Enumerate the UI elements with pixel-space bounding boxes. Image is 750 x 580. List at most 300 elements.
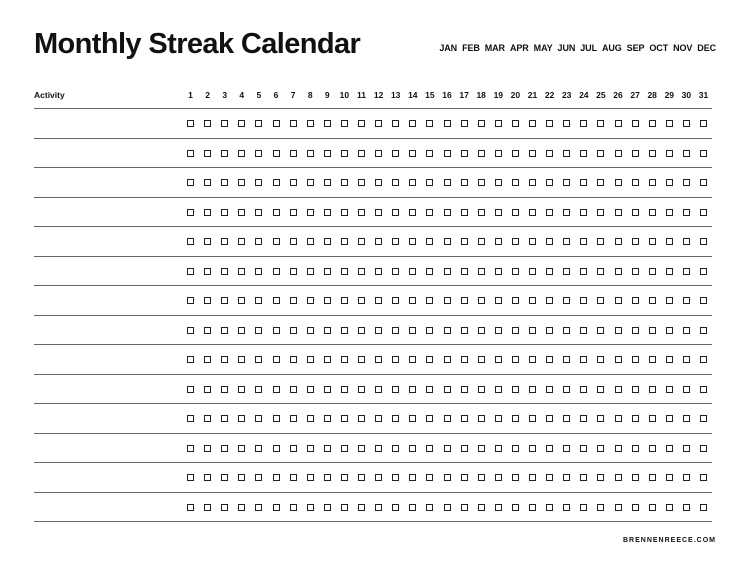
day-checkbox[interactable] xyxy=(204,504,211,511)
day-checkbox[interactable] xyxy=(341,297,348,304)
day-checkbox[interactable] xyxy=(478,179,485,186)
day-checkbox[interactable] xyxy=(238,179,245,186)
day-checkbox[interactable] xyxy=(307,120,314,127)
day-checkbox[interactable] xyxy=(649,150,656,157)
day-checkbox[interactable] xyxy=(580,179,587,186)
day-checkbox[interactable] xyxy=(546,504,553,511)
month-jan[interactable]: JAN xyxy=(439,43,458,53)
day-checkbox[interactable] xyxy=(546,386,553,393)
day-checkbox[interactable] xyxy=(649,297,656,304)
month-aug[interactable]: AUG xyxy=(601,43,622,53)
day-checkbox[interactable] xyxy=(426,474,433,481)
day-checkbox[interactable] xyxy=(324,150,331,157)
day-checkbox[interactable] xyxy=(255,268,262,275)
day-checkbox[interactable] xyxy=(461,415,468,422)
day-checkbox[interactable] xyxy=(358,209,365,216)
day-checkbox[interactable] xyxy=(409,415,416,422)
day-checkbox[interactable] xyxy=(580,120,587,127)
day-checkbox[interactable] xyxy=(392,474,399,481)
day-checkbox[interactable] xyxy=(495,268,502,275)
day-checkbox[interactable] xyxy=(615,386,622,393)
day-checkbox[interactable] xyxy=(273,268,280,275)
day-checkbox[interactable] xyxy=(273,120,280,127)
day-checkbox[interactable] xyxy=(563,297,570,304)
day-checkbox[interactable] xyxy=(512,297,519,304)
day-checkbox[interactable] xyxy=(409,386,416,393)
day-checkbox[interactable] xyxy=(358,238,365,245)
month-jun[interactable]: JUN xyxy=(557,43,576,53)
day-checkbox[interactable] xyxy=(426,445,433,452)
day-checkbox[interactable] xyxy=(221,386,228,393)
day-checkbox[interactable] xyxy=(273,356,280,363)
day-checkbox[interactable] xyxy=(238,356,245,363)
day-checkbox[interactable] xyxy=(392,179,399,186)
day-checkbox[interactable] xyxy=(461,179,468,186)
day-checkbox[interactable] xyxy=(495,445,502,452)
day-checkbox[interactable] xyxy=(238,504,245,511)
day-checkbox[interactable] xyxy=(597,150,604,157)
day-checkbox[interactable] xyxy=(512,386,519,393)
day-checkbox[interactable] xyxy=(529,356,536,363)
day-checkbox[interactable] xyxy=(392,504,399,511)
day-checkbox[interactable] xyxy=(375,268,382,275)
day-checkbox[interactable] xyxy=(546,445,553,452)
day-checkbox[interactable] xyxy=(666,445,673,452)
day-checkbox[interactable] xyxy=(683,268,690,275)
day-checkbox[interactable] xyxy=(444,327,451,334)
day-checkbox[interactable] xyxy=(358,268,365,275)
day-checkbox[interactable] xyxy=(375,474,382,481)
day-checkbox[interactable] xyxy=(632,504,639,511)
day-checkbox[interactable] xyxy=(478,356,485,363)
day-checkbox[interactable] xyxy=(273,150,280,157)
day-checkbox[interactable] xyxy=(580,445,587,452)
day-checkbox[interactable] xyxy=(238,209,245,216)
day-checkbox[interactable] xyxy=(563,415,570,422)
day-checkbox[interactable] xyxy=(580,504,587,511)
day-checkbox[interactable] xyxy=(273,179,280,186)
day-checkbox[interactable] xyxy=(580,474,587,481)
day-checkbox[interactable] xyxy=(375,327,382,334)
day-checkbox[interactable] xyxy=(221,356,228,363)
day-checkbox[interactable] xyxy=(324,504,331,511)
day-checkbox[interactable] xyxy=(615,179,622,186)
day-checkbox[interactable] xyxy=(358,386,365,393)
day-checkbox[interactable] xyxy=(409,297,416,304)
day-checkbox[interactable] xyxy=(187,327,194,334)
day-checkbox[interactable] xyxy=(649,238,656,245)
day-checkbox[interactable] xyxy=(632,356,639,363)
day-checkbox[interactable] xyxy=(529,504,536,511)
day-checkbox[interactable] xyxy=(221,209,228,216)
day-checkbox[interactable] xyxy=(495,297,502,304)
day-checkbox[interactable] xyxy=(204,150,211,157)
day-checkbox[interactable] xyxy=(392,445,399,452)
day-checkbox[interactable] xyxy=(495,386,502,393)
day-checkbox[interactable] xyxy=(307,415,314,422)
day-checkbox[interactable] xyxy=(529,238,536,245)
day-checkbox[interactable] xyxy=(444,415,451,422)
day-checkbox[interactable] xyxy=(529,120,536,127)
day-checkbox[interactable] xyxy=(461,268,468,275)
day-checkbox[interactable] xyxy=(649,268,656,275)
day-checkbox[interactable] xyxy=(358,179,365,186)
month-dec[interactable]: DEC xyxy=(697,43,716,53)
day-checkbox[interactable] xyxy=(649,415,656,422)
day-checkbox[interactable] xyxy=(683,504,690,511)
day-checkbox[interactable] xyxy=(204,297,211,304)
day-checkbox[interactable] xyxy=(273,209,280,216)
day-checkbox[interactable] xyxy=(478,415,485,422)
day-checkbox[interactable] xyxy=(478,120,485,127)
day-checkbox[interactable] xyxy=(426,297,433,304)
day-checkbox[interactable] xyxy=(683,297,690,304)
day-checkbox[interactable] xyxy=(666,327,673,334)
day-checkbox[interactable] xyxy=(666,386,673,393)
day-checkbox[interactable] xyxy=(563,504,570,511)
day-checkbox[interactable] xyxy=(341,356,348,363)
day-checkbox[interactable] xyxy=(255,386,262,393)
day-checkbox[interactable] xyxy=(392,268,399,275)
day-checkbox[interactable] xyxy=(444,474,451,481)
day-checkbox[interactable] xyxy=(632,415,639,422)
day-checkbox[interactable] xyxy=(324,474,331,481)
day-checkbox[interactable] xyxy=(649,386,656,393)
day-checkbox[interactable] xyxy=(546,297,553,304)
day-checkbox[interactable] xyxy=(683,179,690,186)
day-checkbox[interactable] xyxy=(358,445,365,452)
day-checkbox[interactable] xyxy=(478,238,485,245)
day-checkbox[interactable] xyxy=(238,150,245,157)
day-checkbox[interactable] xyxy=(255,327,262,334)
day-checkbox[interactable] xyxy=(358,327,365,334)
day-checkbox[interactable] xyxy=(324,297,331,304)
day-checkbox[interactable] xyxy=(700,297,707,304)
day-checkbox[interactable] xyxy=(632,445,639,452)
day-checkbox[interactable] xyxy=(221,445,228,452)
day-checkbox[interactable] xyxy=(392,386,399,393)
day-checkbox[interactable] xyxy=(444,179,451,186)
day-checkbox[interactable] xyxy=(512,504,519,511)
day-checkbox[interactable] xyxy=(409,238,416,245)
day-checkbox[interactable] xyxy=(204,179,211,186)
day-checkbox[interactable] xyxy=(255,415,262,422)
day-checkbox[interactable] xyxy=(409,209,416,216)
day-checkbox[interactable] xyxy=(307,179,314,186)
day-checkbox[interactable] xyxy=(426,356,433,363)
day-checkbox[interactable] xyxy=(204,356,211,363)
day-checkbox[interactable] xyxy=(649,356,656,363)
day-checkbox[interactable] xyxy=(700,209,707,216)
day-checkbox[interactable] xyxy=(426,179,433,186)
day-checkbox[interactable] xyxy=(495,150,502,157)
day-checkbox[interactable] xyxy=(478,209,485,216)
day-checkbox[interactable] xyxy=(597,297,604,304)
day-checkbox[interactable] xyxy=(495,209,502,216)
day-checkbox[interactable] xyxy=(597,474,604,481)
day-checkbox[interactable] xyxy=(221,150,228,157)
day-checkbox[interactable] xyxy=(580,356,587,363)
day-checkbox[interactable] xyxy=(238,474,245,481)
day-checkbox[interactable] xyxy=(529,445,536,452)
day-checkbox[interactable] xyxy=(290,415,297,422)
day-checkbox[interactable] xyxy=(290,150,297,157)
day-checkbox[interactable] xyxy=(255,474,262,481)
day-checkbox[interactable] xyxy=(375,209,382,216)
day-checkbox[interactable] xyxy=(255,445,262,452)
day-checkbox[interactable] xyxy=(204,268,211,275)
day-checkbox[interactable] xyxy=(392,297,399,304)
day-checkbox[interactable] xyxy=(683,415,690,422)
day-checkbox[interactable] xyxy=(666,474,673,481)
day-checkbox[interactable] xyxy=(529,297,536,304)
day-checkbox[interactable] xyxy=(683,356,690,363)
day-checkbox[interactable] xyxy=(187,504,194,511)
month-may[interactable]: MAY xyxy=(533,43,553,53)
day-checkbox[interactable] xyxy=(632,120,639,127)
day-checkbox[interactable] xyxy=(529,179,536,186)
day-checkbox[interactable] xyxy=(649,179,656,186)
day-checkbox[interactable] xyxy=(358,297,365,304)
day-checkbox[interactable] xyxy=(375,120,382,127)
month-nov[interactable]: NOV xyxy=(673,43,693,53)
day-checkbox[interactable] xyxy=(444,238,451,245)
day-checkbox[interactable] xyxy=(632,238,639,245)
day-checkbox[interactable] xyxy=(683,474,690,481)
day-checkbox[interactable] xyxy=(273,297,280,304)
day-checkbox[interactable] xyxy=(512,327,519,334)
day-checkbox[interactable] xyxy=(409,120,416,127)
day-checkbox[interactable] xyxy=(444,504,451,511)
day-checkbox[interactable] xyxy=(666,238,673,245)
day-checkbox[interactable] xyxy=(700,386,707,393)
day-checkbox[interactable] xyxy=(375,415,382,422)
day-checkbox[interactable] xyxy=(546,356,553,363)
day-checkbox[interactable] xyxy=(580,327,587,334)
day-checkbox[interactable] xyxy=(255,238,262,245)
day-checkbox[interactable] xyxy=(290,209,297,216)
day-checkbox[interactable] xyxy=(426,209,433,216)
month-jul[interactable]: JUL xyxy=(580,43,597,53)
day-checkbox[interactable] xyxy=(632,150,639,157)
day-checkbox[interactable] xyxy=(392,238,399,245)
day-checkbox[interactable] xyxy=(238,415,245,422)
day-checkbox[interactable] xyxy=(290,504,297,511)
day-checkbox[interactable] xyxy=(204,445,211,452)
day-checkbox[interactable] xyxy=(426,386,433,393)
day-checkbox[interactable] xyxy=(512,445,519,452)
day-checkbox[interactable] xyxy=(563,179,570,186)
day-checkbox[interactable] xyxy=(341,474,348,481)
day-checkbox[interactable] xyxy=(324,356,331,363)
day-checkbox[interactable] xyxy=(649,327,656,334)
day-checkbox[interactable] xyxy=(649,504,656,511)
day-checkbox[interactable] xyxy=(700,238,707,245)
day-checkbox[interactable] xyxy=(273,238,280,245)
day-checkbox[interactable] xyxy=(358,120,365,127)
day-checkbox[interactable] xyxy=(341,327,348,334)
day-checkbox[interactable] xyxy=(666,297,673,304)
day-checkbox[interactable] xyxy=(444,445,451,452)
day-checkbox[interactable] xyxy=(444,268,451,275)
day-checkbox[interactable] xyxy=(392,415,399,422)
day-checkbox[interactable] xyxy=(409,327,416,334)
day-checkbox[interactable] xyxy=(290,179,297,186)
day-checkbox[interactable] xyxy=(255,504,262,511)
day-checkbox[interactable] xyxy=(563,268,570,275)
day-checkbox[interactable] xyxy=(238,268,245,275)
day-checkbox[interactable] xyxy=(495,179,502,186)
day-checkbox[interactable] xyxy=(204,474,211,481)
day-checkbox[interactable] xyxy=(307,238,314,245)
day-checkbox[interactable] xyxy=(444,297,451,304)
month-sep[interactable]: SEP xyxy=(626,43,645,53)
day-checkbox[interactable] xyxy=(290,238,297,245)
day-checkbox[interactable] xyxy=(529,415,536,422)
day-checkbox[interactable] xyxy=(461,297,468,304)
day-checkbox[interactable] xyxy=(221,504,228,511)
day-checkbox[interactable] xyxy=(478,150,485,157)
day-checkbox[interactable] xyxy=(341,209,348,216)
day-checkbox[interactable] xyxy=(597,327,604,334)
day-checkbox[interactable] xyxy=(392,327,399,334)
day-checkbox[interactable] xyxy=(375,150,382,157)
day-checkbox[interactable] xyxy=(341,238,348,245)
day-checkbox[interactable] xyxy=(221,415,228,422)
day-checkbox[interactable] xyxy=(392,150,399,157)
day-checkbox[interactable] xyxy=(409,150,416,157)
day-checkbox[interactable] xyxy=(512,120,519,127)
day-checkbox[interactable] xyxy=(563,327,570,334)
day-checkbox[interactable] xyxy=(461,209,468,216)
day-checkbox[interactable] xyxy=(615,209,622,216)
day-checkbox[interactable] xyxy=(307,209,314,216)
day-checkbox[interactable] xyxy=(444,356,451,363)
day-checkbox[interactable] xyxy=(444,386,451,393)
day-checkbox[interactable] xyxy=(615,268,622,275)
day-checkbox[interactable] xyxy=(632,268,639,275)
day-checkbox[interactable] xyxy=(187,268,194,275)
day-checkbox[interactable] xyxy=(204,238,211,245)
day-checkbox[interactable] xyxy=(307,356,314,363)
day-checkbox[interactable] xyxy=(649,120,656,127)
day-checkbox[interactable] xyxy=(546,327,553,334)
day-checkbox[interactable] xyxy=(392,120,399,127)
day-checkbox[interactable] xyxy=(512,209,519,216)
day-checkbox[interactable] xyxy=(546,474,553,481)
day-checkbox[interactable] xyxy=(324,415,331,422)
day-checkbox[interactable] xyxy=(324,386,331,393)
day-checkbox[interactable] xyxy=(204,415,211,422)
day-checkbox[interactable] xyxy=(307,504,314,511)
day-checkbox[interactable] xyxy=(632,327,639,334)
day-checkbox[interactable] xyxy=(649,209,656,216)
day-checkbox[interactable] xyxy=(187,209,194,216)
day-checkbox[interactable] xyxy=(426,415,433,422)
day-checkbox[interactable] xyxy=(580,415,587,422)
day-checkbox[interactable] xyxy=(529,474,536,481)
day-checkbox[interactable] xyxy=(580,386,587,393)
day-checkbox[interactable] xyxy=(187,386,194,393)
day-checkbox[interactable] xyxy=(666,120,673,127)
day-checkbox[interactable] xyxy=(221,120,228,127)
day-checkbox[interactable] xyxy=(273,415,280,422)
day-checkbox[interactable] xyxy=(187,356,194,363)
day-checkbox[interactable] xyxy=(290,386,297,393)
day-checkbox[interactable] xyxy=(204,386,211,393)
day-checkbox[interactable] xyxy=(444,209,451,216)
day-checkbox[interactable] xyxy=(392,356,399,363)
day-checkbox[interactable] xyxy=(290,356,297,363)
day-checkbox[interactable] xyxy=(238,297,245,304)
day-checkbox[interactable] xyxy=(597,386,604,393)
day-checkbox[interactable] xyxy=(580,238,587,245)
day-checkbox[interactable] xyxy=(426,120,433,127)
day-checkbox[interactable] xyxy=(615,238,622,245)
day-checkbox[interactable] xyxy=(409,504,416,511)
day-checkbox[interactable] xyxy=(375,238,382,245)
day-checkbox[interactable] xyxy=(426,150,433,157)
day-checkbox[interactable] xyxy=(632,179,639,186)
day-checkbox[interactable] xyxy=(290,445,297,452)
day-checkbox[interactable] xyxy=(290,474,297,481)
day-checkbox[interactable] xyxy=(546,238,553,245)
day-checkbox[interactable] xyxy=(478,268,485,275)
day-checkbox[interactable] xyxy=(563,209,570,216)
day-checkbox[interactable] xyxy=(683,386,690,393)
day-checkbox[interactable] xyxy=(375,356,382,363)
day-checkbox[interactable] xyxy=(307,150,314,157)
day-checkbox[interactable] xyxy=(512,356,519,363)
day-checkbox[interactable] xyxy=(307,297,314,304)
day-checkbox[interactable] xyxy=(700,150,707,157)
day-checkbox[interactable] xyxy=(187,415,194,422)
day-checkbox[interactable] xyxy=(358,150,365,157)
day-checkbox[interactable] xyxy=(392,209,399,216)
day-checkbox[interactable] xyxy=(563,356,570,363)
day-checkbox[interactable] xyxy=(461,120,468,127)
day-checkbox[interactable] xyxy=(204,120,211,127)
day-checkbox[interactable] xyxy=(307,327,314,334)
day-checkbox[interactable] xyxy=(580,268,587,275)
day-checkbox[interactable] xyxy=(324,238,331,245)
day-checkbox[interactable] xyxy=(563,386,570,393)
day-checkbox[interactable] xyxy=(580,297,587,304)
day-checkbox[interactable] xyxy=(700,268,707,275)
day-checkbox[interactable] xyxy=(478,386,485,393)
day-checkbox[interactable] xyxy=(666,209,673,216)
day-checkbox[interactable] xyxy=(546,150,553,157)
day-checkbox[interactable] xyxy=(341,445,348,452)
day-checkbox[interactable] xyxy=(358,356,365,363)
day-checkbox[interactable] xyxy=(563,120,570,127)
day-checkbox[interactable] xyxy=(683,150,690,157)
day-checkbox[interactable] xyxy=(615,504,622,511)
day-checkbox[interactable] xyxy=(478,474,485,481)
day-checkbox[interactable] xyxy=(597,356,604,363)
day-checkbox[interactable] xyxy=(273,445,280,452)
day-checkbox[interactable] xyxy=(683,120,690,127)
day-checkbox[interactable] xyxy=(187,445,194,452)
day-checkbox[interactable] xyxy=(290,297,297,304)
day-checkbox[interactable] xyxy=(238,445,245,452)
day-checkbox[interactable] xyxy=(273,504,280,511)
day-checkbox[interactable] xyxy=(700,504,707,511)
day-checkbox[interactable] xyxy=(461,356,468,363)
day-checkbox[interactable] xyxy=(324,268,331,275)
day-checkbox[interactable] xyxy=(255,150,262,157)
day-checkbox[interactable] xyxy=(187,474,194,481)
